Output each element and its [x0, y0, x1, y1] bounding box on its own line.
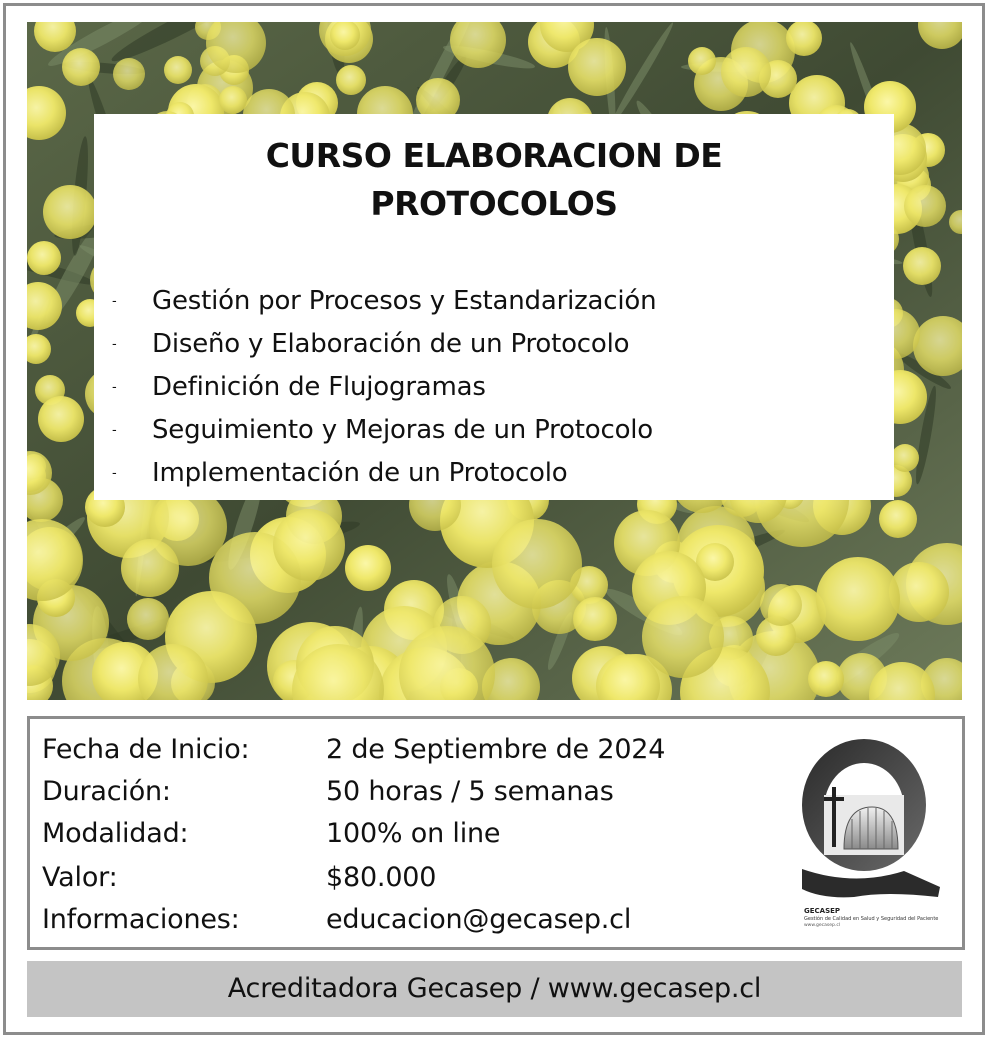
course-details-box — [27, 716, 965, 950]
topic-text: Implementación de un Protocolo — [152, 458, 568, 488]
topic-item — [94, 323, 894, 366]
logo-brand-text: GECASEP — [804, 907, 841, 915]
bullet-dash: - — [112, 380, 117, 395]
topic-text: Gestión por Procesos y Estandarización — [152, 286, 657, 316]
contact-email[interactable]: educacion@gecasep.cl — [326, 904, 632, 935]
logo-url: www.gecasep.cl — [804, 923, 841, 928]
topic-item — [94, 366, 894, 409]
footer-text: Acreditadora Gecasep / www.gecasep.cl — [227, 973, 762, 1004]
topic-text: Definición de Flujogramas — [152, 372, 486, 402]
logo-tagline: Gestión de Calidad en Salud y Seguridad del Paciente — [804, 916, 939, 922]
course-title-line-1: CURSO ELABORACION DE — [265, 136, 723, 175]
course-topics-list — [94, 280, 894, 495]
topic-text: Diseño y Elaboración de un Protocolo — [152, 329, 630, 359]
mode-label: Modalidad: — [42, 818, 189, 849]
price-value: $80.000 — [326, 862, 437, 893]
bullet-dash: - — [112, 294, 117, 309]
topic-item — [94, 409, 894, 452]
gecasep-logo — [794, 737, 944, 947]
topic-text: Seguimiento y Mejoras de un Protocolo — [152, 415, 654, 445]
course-title-card — [94, 114, 894, 500]
mode-value: 100% on line — [326, 818, 501, 849]
course-title — [94, 132, 894, 228]
duration-label: Duración: — [42, 776, 171, 807]
price-label: Valor: — [42, 862, 118, 893]
start-date-label: Fecha de Inicio: — [42, 734, 250, 765]
start-date-value: 2 de Septiembre de 2024 — [326, 734, 666, 765]
bullet-dash: - — [112, 337, 117, 352]
bullet-dash: - — [112, 423, 117, 438]
duration-value: 50 horas / 5 semanas — [326, 776, 614, 807]
bullet-dash: - — [112, 466, 117, 481]
q-logo-icon — [794, 737, 944, 905]
course-title-line-2: PROTOCOLOS — [370, 184, 618, 223]
contact-label: Informaciones: — [42, 904, 240, 935]
footer-bar — [27, 961, 962, 1017]
topic-item — [94, 280, 894, 323]
topic-item — [94, 452, 894, 495]
